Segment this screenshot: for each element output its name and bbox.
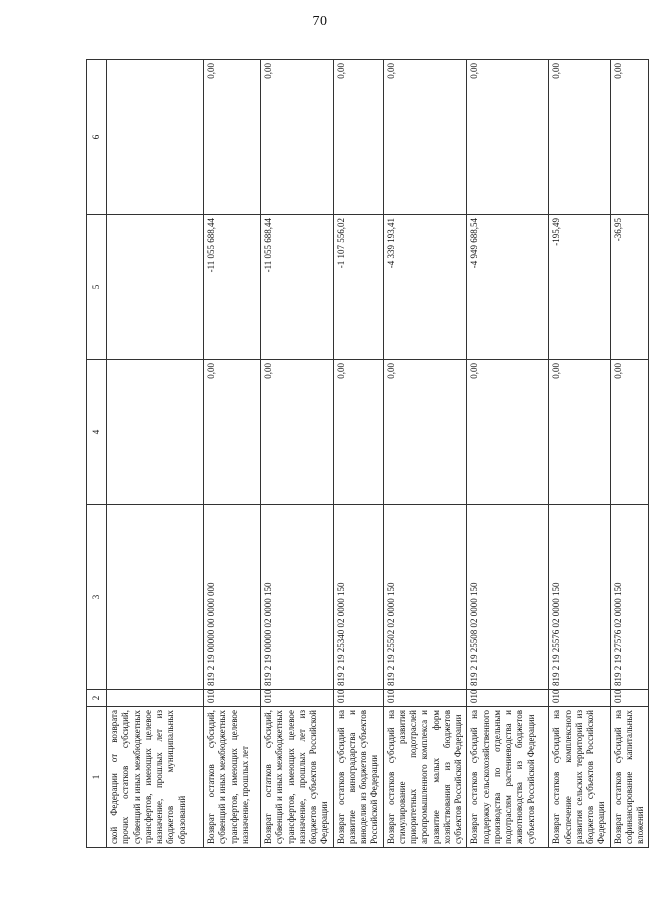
row-col6: 0,00 (610, 60, 649, 215)
row-name: Возврат остатков субсидий на поддержку сельскохозяйственного производства по отдельным подотраслям растениеводства и животноводства из бюджетов субъектов Российской Федерации (467, 707, 549, 848)
header-col-6: 6 (87, 60, 107, 215)
header-col-3: 3 (87, 505, 107, 690)
table-row (467, 60, 549, 848)
row-code: 010 (383, 690, 467, 707)
table-row (383, 60, 467, 848)
row-kbk: 819 2 19 00000 02 0000 150 (261, 505, 334, 690)
row-kbk: 819 2 19 25576 02 0000 150 (549, 505, 610, 690)
row-name: Возврат остатков субсидий, субвенций и иных межбюджетных трансфертов, имеющих целевое назначение, прошлых лет (204, 707, 261, 848)
row-col4: 0,00 (549, 360, 610, 505)
rotated-table-container (86, 60, 645, 848)
header-col-5: 5 (87, 215, 107, 360)
table-row (549, 60, 610, 848)
row-col5: -4 949 688,54 (467, 215, 549, 360)
row-col5: -36,95 (610, 215, 649, 360)
row-col4: 0,00 (333, 360, 383, 505)
row-kbk: 819 2 19 25502 02 0000 150 (383, 505, 467, 690)
row-col4: 0,00 (383, 360, 467, 505)
row-kbk: 819 2 19 25508 02 0000 150 (467, 505, 549, 690)
row-kbk: 819 2 19 00000 00 0000 000 (204, 505, 261, 690)
table-header-row (87, 60, 107, 848)
row-col6: 0,00 (204, 60, 261, 215)
row-col5: -11 055 688,44 (204, 215, 261, 360)
table-row (204, 60, 261, 848)
row-col5 (107, 215, 204, 360)
row-col6: 0,00 (383, 60, 467, 215)
row-col4: 0,00 (204, 360, 261, 505)
row-col6 (107, 60, 204, 215)
header-col-4: 4 (87, 360, 107, 505)
row-code: 010 (549, 690, 610, 707)
row-name: Возврат остатков субсидий на стимулирование развития приоритетных подотраслей агропромышленного комплекса и развитие малых форм хозяйствования из бюджетов субъектов Российской Федерации (383, 707, 467, 848)
row-kbk: 819 2 19 27576 02 0000 150 (610, 505, 649, 690)
row-col5: -4 339 193,41 (383, 215, 467, 360)
header-col-2: 2 (87, 690, 107, 707)
header-col-1: 1 (87, 707, 107, 848)
table-row (107, 60, 204, 848)
row-col6: 0,00 (549, 60, 610, 215)
row-col6: 0,00 (261, 60, 334, 215)
row-col4: 0,00 (467, 360, 549, 505)
row-col6: 0,00 (467, 60, 549, 215)
table-row (610, 60, 649, 848)
page-number: 70 (312, 14, 328, 29)
row-kbk: 819 2 19 25340 02 0000 150 (333, 505, 383, 690)
table-row (333, 60, 383, 848)
row-code (107, 690, 204, 707)
row-code: 010 (261, 690, 334, 707)
row-col5: -1 107 556,02 (333, 215, 383, 360)
row-col5: -11 055 688,44 (261, 215, 334, 360)
budget-table (86, 59, 649, 848)
row-name: Возврат остатков субсидий на обеспечение комплексного развития сельских территорий из бюджетов субъектов Российской Федерации (549, 707, 610, 848)
row-code: 010 (610, 690, 649, 707)
row-name: Возврат остатков субсидий, субвенций и иных межбюджетных трансфертов, имеющих целевое назначение, прошлых лет из бюджетов субъектов Российской Федерации (261, 707, 334, 848)
row-name: Возврат остатков субсидий на софинансирование капитальных вложений (610, 707, 649, 848)
row-code: 010 (204, 690, 261, 707)
row-col6: 0,00 (333, 60, 383, 215)
row-col4: 0,00 (610, 360, 649, 505)
row-kbk (107, 505, 204, 690)
row-col4: 0,00 (261, 360, 334, 505)
table-row (261, 60, 334, 848)
row-col4 (107, 360, 204, 505)
row-code: 010 (333, 690, 383, 707)
row-name: ской Федерации от возврата прочих остатков субсидий, субвенций и иных межбюджетных трансфертов, имеющих целевое назначение, прошлых лет из бюджетов муниципальных образований (107, 707, 204, 848)
row-code: 010 (467, 690, 549, 707)
row-name: Возврат остатков субсидий на развитие виноградарства и виноделия из бюджетов субъектов Российской Федерации (333, 707, 383, 848)
row-col5: -195,49 (549, 215, 610, 360)
